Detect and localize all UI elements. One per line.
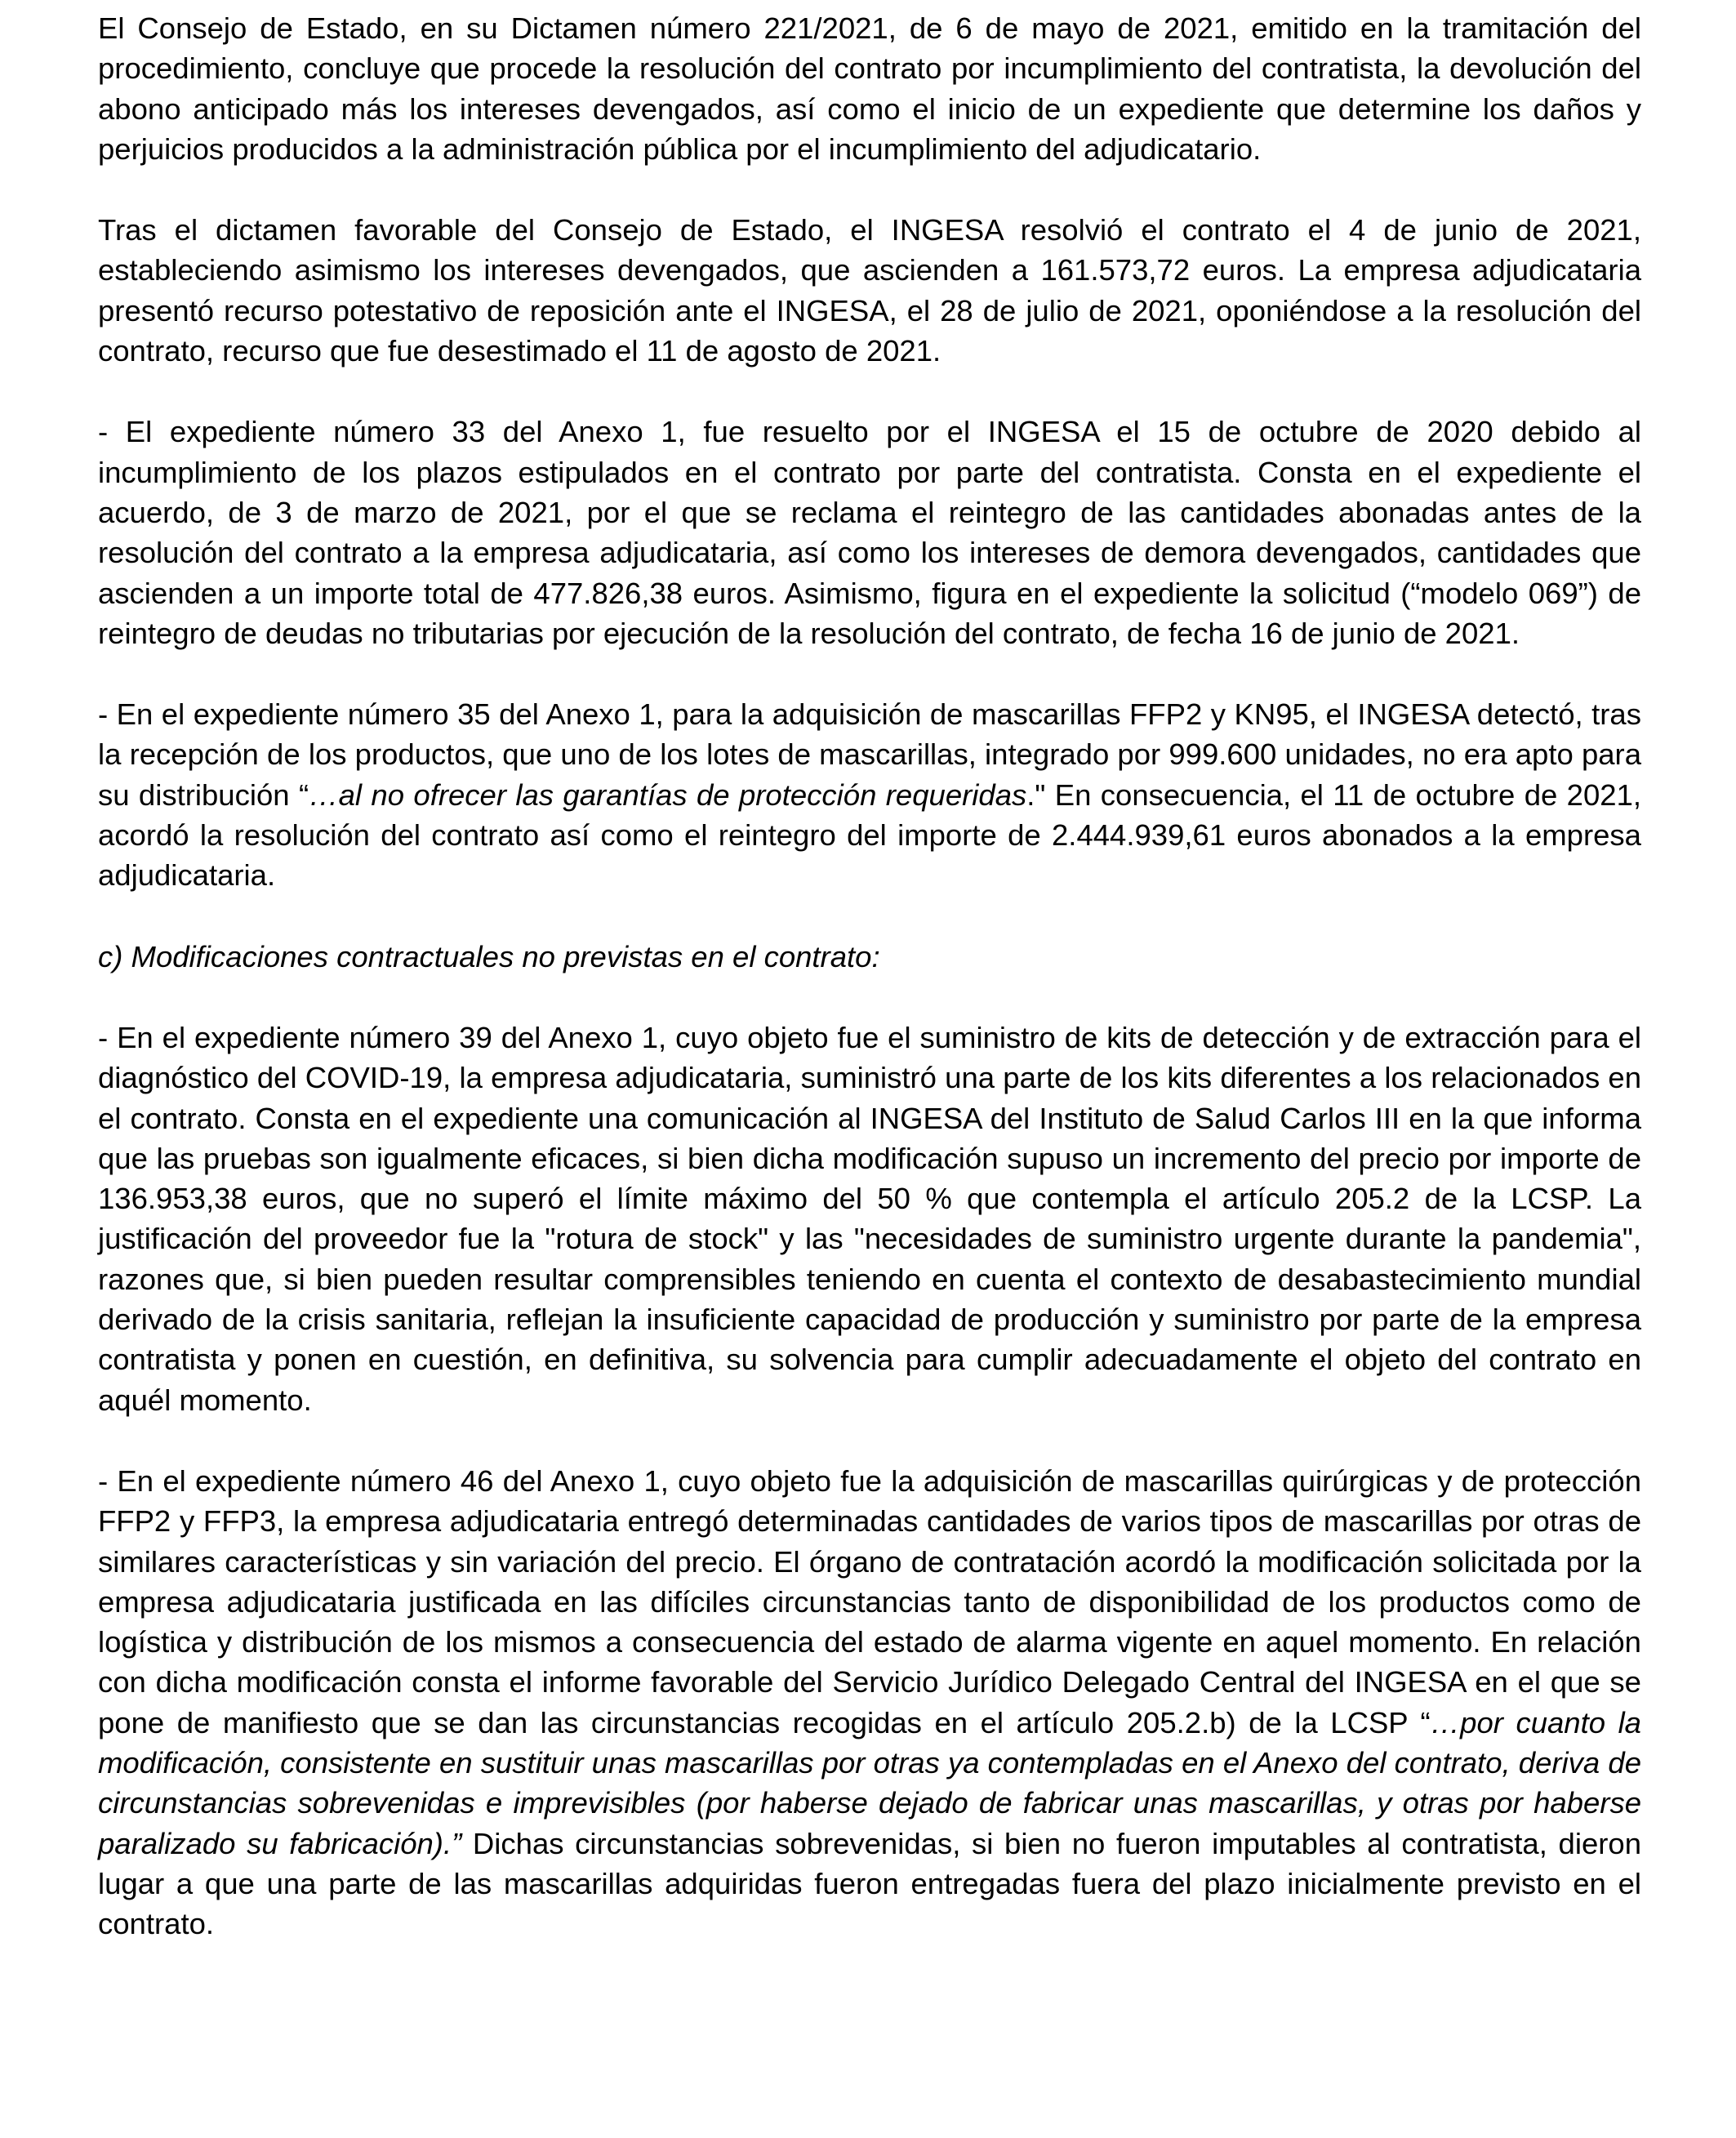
paragraph-consejo-estado-dictamen: El Consejo de Estado, en su Dictamen número 221/2021, de 6 de mayo de 2021, emitido en la tramitación del procedimiento, concluye que procede la resolución del contrato por incumplimiento del contratista, la devolución del abono anticipado más los intereses devengados, así como el inicio de un expediente que determine los daños y perjuicios producidos a la administración pública por el incumplimiento del adjudicatario. — [98, 11, 1641, 166]
paragraph-expediente-39: - En el expediente número 39 del Anexo 1, cuyo objeto fue el suministro de kits de detección y de extracción para el diagnóstico del COVID-19, la empresa adjudicataria, suministró una parte de los kits diferentes a los relacionados en el contrato. Consta en el expediente una comunicación al INGESA del Instituto de Salud Carlos III en la que informa que las pruebas son igualmente eficaces, si bien dicha modificación supuso un incremento del precio por importe de 136.953,38 euros, que no superó el límite máximo del 50 % que contempla el artículo 205.2 de la LCSP. La justificación del proveedor fue la "rotura de stock" y las "necesidades de suministro urgente durante la pandemia", razones que, si bien pueden resultar comprensibles teniendo en cuenta el contexto de desabastecimiento mundial derivado de la crisis sanitaria, reflejan la insuficiente capacidad de producción y suministro por parte de la empresa contratista y ponen en cuestión, en definitiva, su solvencia para cumplir adecuadamente el objeto del contrato en aquél momento. — [98, 1020, 1641, 1417]
paragraph-text: - En el expediente número 46 del Anexo 1, cuyo objeto fue la adquisición de mascarillas quirúrgicas y de protección FFP2 y FFP3, la empresa adjudicataria entregó determinadas cantidades de varios tipos de mascarillas por otras de similares características y sin variación del precio. El órgano de contratación acordó la modificación solicitada por la empresa adjudicataria justificada en las difíciles circunstancias tanto de disponibilidad de los productos como de logística y distribución de los mismos a consecuencia del estado de alarma vigente en aquel momento. En relación con dicha modificación consta el informe favorable del Servicio Jurídico Delegado Central del INGESA en el que se pone de manifiesto que se dan las circunstancias recogidas en el artículo 205.2.b) de la LCSP “ — [98, 1463, 1641, 1739]
paragraph-expediente-35 — [98, 694, 1641, 895]
paragraph-text: Dichas circunstancias sobrevenidas, si bien no fueron imputables al contratista, dieron lugar a que una parte de las mascarillas adquiridas fueron entregadas fuera del plazo inicialmente previsto en el contrato. — [98, 1826, 1642, 1941]
section-heading-modificaciones: c) Modificaciones contractuales no previstas en el contrato: — [98, 939, 880, 973]
paragraph-text: ." En consecuencia, el 11 de octubre de 2021, acordó la resolución del contrato así como el reintegro del importe de 2.444.939,61 euros abonados a la empresa adjudicataria. — [98, 777, 1642, 893]
paragraph-expediente-33: - El expediente número 33 del Anexo 1, fue resuelto por el INGESA el 15 de octubre de 2020 debido al incumplimiento de los plazos estipulados en el contrato por parte del contratista. Consta en el expediente el acuerdo, de 3 de marzo de 2021, por el que se reclama el reintegro de las cantidades abonadas antes de la resolución del contrato a la empresa adjudicataria, así como los intereses de demora devengados, cantidades que ascienden a un importe total de 477.826,38 euros. Asimismo, figura en el expediente la solicitud (“modelo 069”) de reintegro de deudas no tributarias por ejecución de la resolución del contrato, de fecha 16 de junio de 2021. — [98, 415, 1641, 650]
paragraph-text: - En el expediente número 35 del Anexo 1, para la adquisición de mascarillas FFP2 y KN95, el INGESA detectó, tras la recepción de los productos, que uno de los lotes de mascarillas, integrado por 999.600 unidades, no era apto para su distribución “ — [98, 697, 1641, 812]
document-page — [98, 8, 1641, 1984]
italic-quote: …por cuanto la modificación, consistente en sustituir unas mascarillas por otras ya contempladas en el Anexo del contrato, deriva de circunstancias sobrevenidas e imprevisibles (por haberse dejado de fabricar unas mascarillas, y otras por haberse paralizado su fabricación).” — [98, 1705, 1641, 1860]
italic-quote: …al no ofrecer las garantías de protección requeridas — [309, 777, 1027, 812]
paragraph-ingesa-resolucion: Tras el dictamen favorable del Consejo de Estado, el INGESA resolvió el contrato el 4 de junio de 2021, estableciendo asimismo los intereses devengados, que ascienden a 161.573,72 euros. La empresa adjudicataria presentó recurso potestativo de reposición ante el INGESA, el 28 de julio de 2021, oponiéndose a la resolución del contrato, recurso que fue desestimado el 11 de agosto de 2021. — [98, 213, 1641, 368]
paragraph-expediente-46 — [98, 1461, 1641, 1944]
